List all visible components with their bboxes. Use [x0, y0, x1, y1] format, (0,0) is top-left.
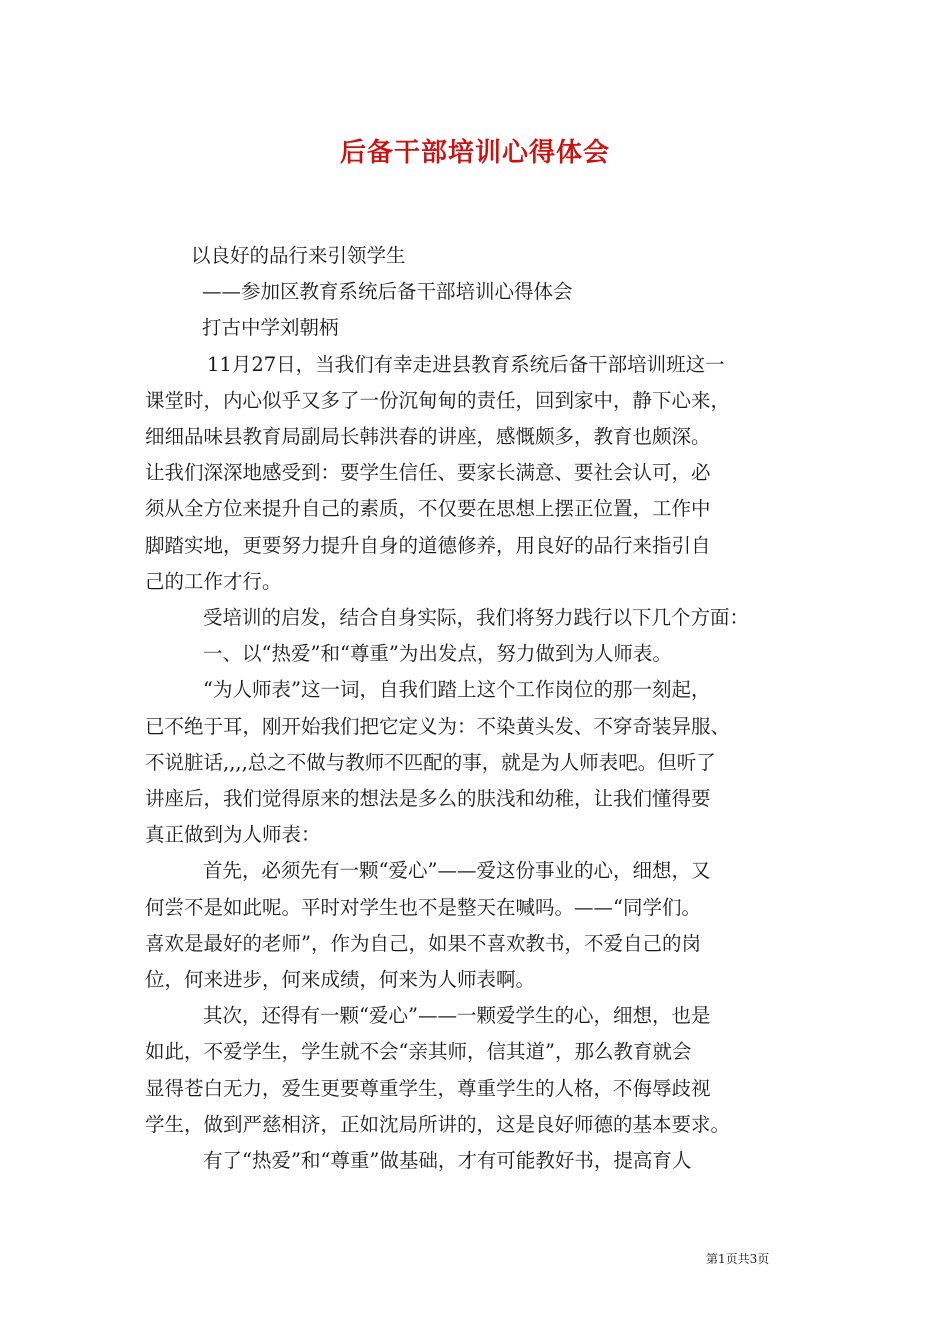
- subtitle-line: ——参加区教育系统后备干部培训心得体会: [202, 280, 573, 304]
- paragraph-line: 首先，必须先有一颗“爱心”——爱这份事业的心，细想，又: [203, 859, 711, 883]
- page-number: 第1页共3页: [706, 1252, 770, 1266]
- paragraph-line: 脚踏实地，更要努力提升自身的道德修养，用良好的品行来指引自: [145, 533, 711, 557]
- paragraph-line: 11月27日，当我们有幸走进县教育系统后备干部培训班这一: [207, 352, 725, 376]
- paragraph-line: 显得苍白无力，爱生更要尊重学生，尊重学生的人格，不侮辱歧视: [145, 1076, 711, 1100]
- paragraph-line: 己的工作才行。: [145, 569, 282, 593]
- paragraph-line: 讲座后，我们觉得原来的想法是多么的肤浅和幼稚，让我们懂得要: [145, 787, 711, 811]
- paragraph-line: 喜欢是最好的老师”，作为自己，如果不喜欢教书，不爱自己的岗: [145, 931, 701, 955]
- paragraph-line: 其次，还得有一颗“爱心”——一颗爱学生的心，细想，也是: [203, 1004, 711, 1028]
- paragraph-line: 课堂时，内心似乎又多了一份沉甸甸的责任，回到家中，静下心来，: [145, 388, 731, 412]
- paragraph-line: 细细品味县教育局副局长韩洪春的讲座，感慨颇多，教育也颇深。: [145, 425, 711, 449]
- paragraph-line: 有了“热爱”和“尊重”做基础，才有可能教好书，提高育人: [203, 1149, 692, 1173]
- paragraph-line: 学生，做到严慈相济，正如沈局所讲的，这是良好师德的基本要求。: [145, 1112, 731, 1136]
- document-body: [145, 238, 815, 1179]
- document-title: 后备干部培训心得体会: [339, 138, 610, 168]
- paragraph-line: 不说脏话,,,,总之不做与教师不匹配的事，就是为人师表吧。但听了: [145, 750, 716, 774]
- paragraph-line: 真正做到为人师表：: [145, 823, 321, 847]
- subtitle-line: 以良好的品行来引领学生: [191, 244, 406, 267]
- paragraph-line: 受培训的启发，结合自身实际，我们将努力践行以下几个方面：: [203, 606, 750, 630]
- paragraph-line: 让我们深深地感受到：要学生信任、要家长满意、要社会认可，必: [145, 461, 711, 485]
- paragraph-line: “为人师表”这一词，自我们踏上这个工作岗位的那一刻起，: [203, 678, 711, 702]
- paragraph-line: 须从全方位来提升自己的素质，不仅要在思想上摆正位置，工作中: [145, 497, 711, 521]
- paragraph-line: 位，何来进步，何来成绩，何来为人师表啊。: [145, 968, 536, 992]
- author-line: 打古中学刘朝柄: [202, 316, 339, 340]
- paragraph-line: 如此，不爱学生，学生就不会“亲其师，信其道”，那么教育就会: [145, 1040, 692, 1064]
- section-heading: 一、以“热爱”和“尊重”为出发点，努力做到为人师表。: [203, 642, 672, 666]
- paragraph-line: 已不绝于耳，刚开始我们把它定义为：不染黄头发、不穿奇装异服、: [145, 714, 731, 738]
- paragraph-line: 何尝不是如此呢。平时对学生也不是整天在喊吗。——“同学们。: [145, 895, 701, 919]
